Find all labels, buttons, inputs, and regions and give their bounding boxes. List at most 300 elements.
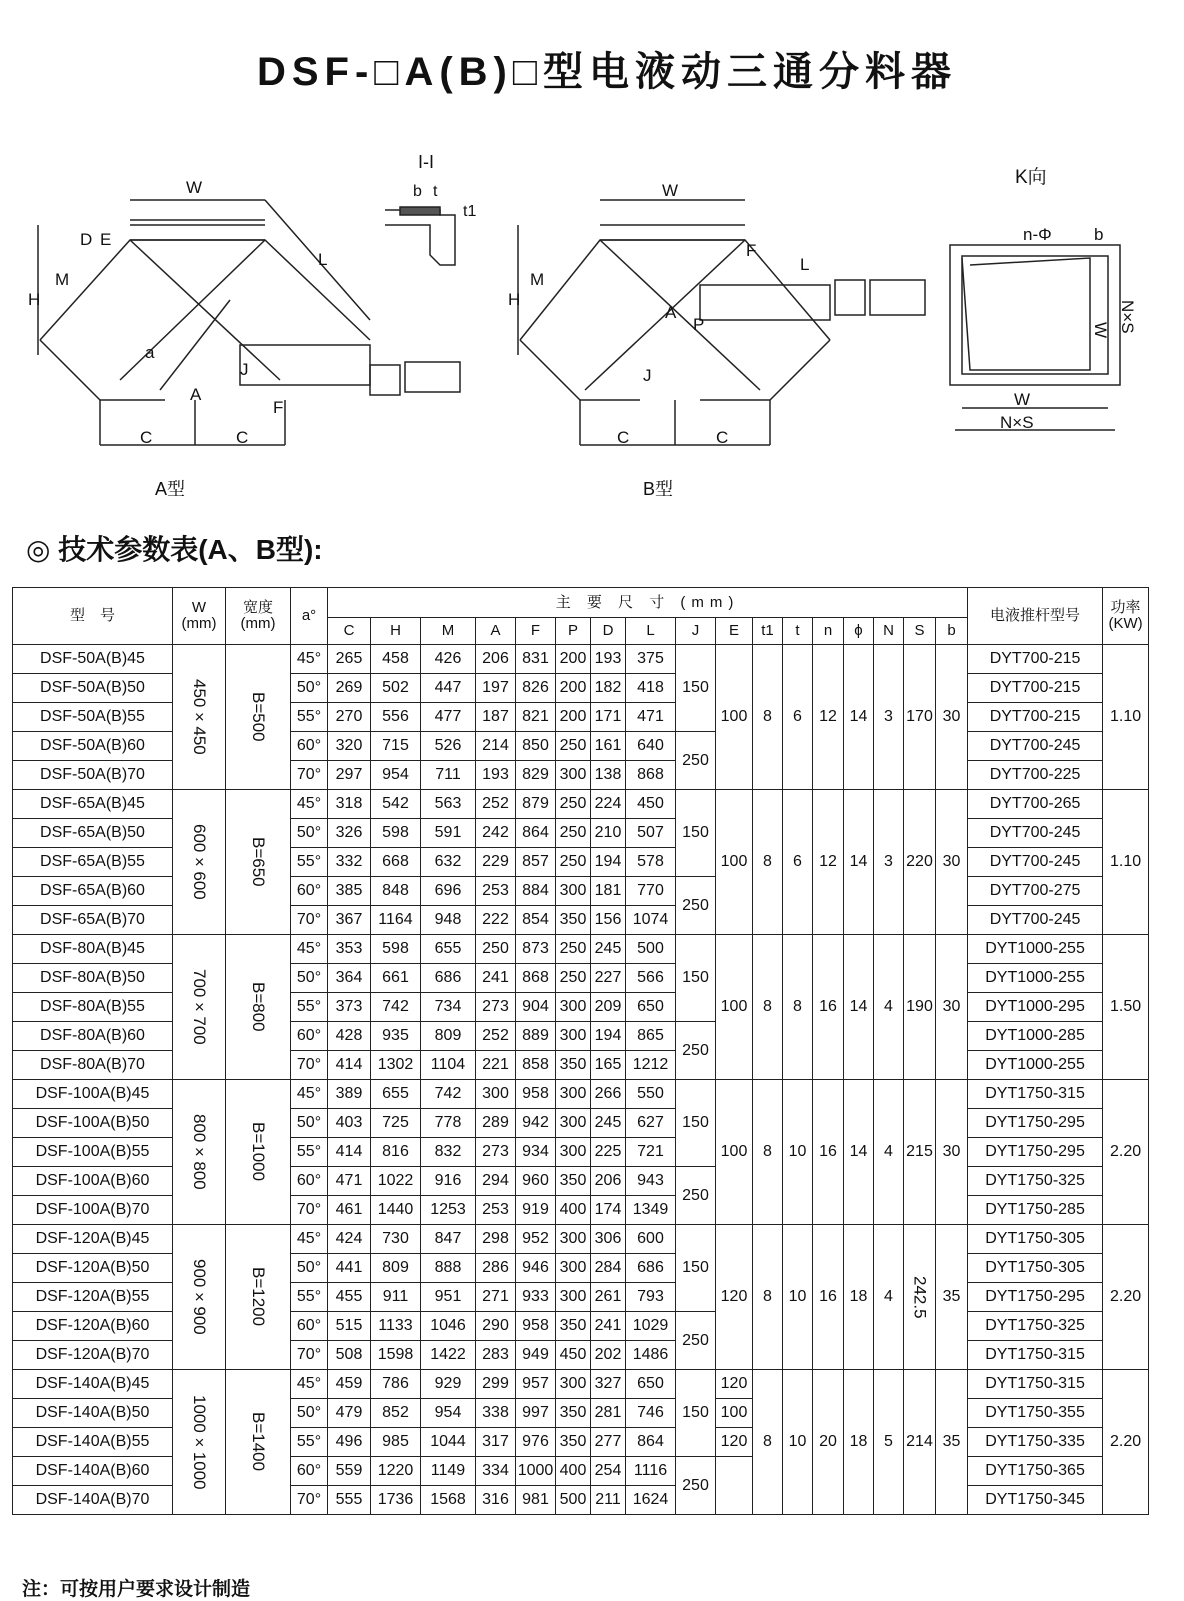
dim-f-cell: 1000	[516, 1457, 556, 1486]
dim-d-cell: 245	[591, 1109, 626, 1138]
dim-l-cell: 770	[626, 877, 676, 906]
dim-a-cell: 187	[476, 703, 516, 732]
dim-d-cell: 194	[591, 848, 626, 877]
t1-cell: 8	[753, 790, 783, 935]
dim-label-w-k-vert: W	[1091, 322, 1110, 339]
header-pusher: 电液推杆型号	[968, 588, 1103, 645]
angle-cell: 55°	[291, 1428, 328, 1457]
type-b-drawing	[518, 200, 925, 445]
t1-cell: 8	[753, 1225, 783, 1370]
dim-label-w-k: W	[1014, 390, 1031, 409]
width-cell: B=650	[226, 790, 291, 935]
width-cell: B=1400	[226, 1370, 291, 1515]
model-cell: DSF-65A(B)50	[13, 819, 173, 848]
dim-m-cell: 563	[421, 790, 476, 819]
angle-cell: 70°	[291, 906, 328, 935]
model-cell: DSF-140A(B)70	[13, 1486, 173, 1515]
model-cell: DSF-120A(B)50	[13, 1254, 173, 1283]
dim-label-c2: C	[236, 428, 249, 447]
dim-l-cell: 600	[626, 1225, 676, 1254]
pusher-cell: DYT700-245	[968, 906, 1103, 935]
pusher-cell: DYT1000-285	[968, 1022, 1103, 1051]
model-cell: DSF-50A(B)45	[13, 645, 173, 674]
dim-p-cell: 250	[556, 964, 591, 993]
dim-p-cell: 200	[556, 645, 591, 674]
dim-d-cell: 254	[591, 1457, 626, 1486]
dim-m-cell: 1044	[421, 1428, 476, 1457]
dim-h-cell: 1022	[371, 1167, 421, 1196]
header-main-dims: 主 要 尺 寸 (mm)	[328, 588, 968, 618]
pusher-cell: DYT1750-325	[968, 1167, 1103, 1196]
N-cell: 3	[874, 790, 904, 935]
dim-c-cell: 353	[328, 935, 371, 964]
model-cell: DSF-140A(B)45	[13, 1370, 173, 1399]
dim-a-cell: 290	[476, 1312, 516, 1341]
dim-d-cell: 193	[591, 645, 626, 674]
pusher-cell: DYT700-215	[968, 645, 1103, 674]
dim-l-cell: 418	[626, 674, 676, 703]
pusher-cell: DYT1750-305	[968, 1254, 1103, 1283]
dim-label-c2-b: C	[716, 428, 729, 447]
dim-h-cell: 816	[371, 1138, 421, 1167]
dim-label-c-b: C	[617, 428, 630, 447]
dim-a-cell: 286	[476, 1254, 516, 1283]
e-cell: 100	[716, 790, 753, 935]
dim-c-cell: 496	[328, 1428, 371, 1457]
table-row	[13, 1225, 1149, 1254]
dim-p-cell: 200	[556, 674, 591, 703]
N-cell: 5	[874, 1370, 904, 1515]
dim-h-cell: 935	[371, 1022, 421, 1051]
header-power: 功率 (KW)	[1103, 588, 1149, 645]
dim-a-cell: 229	[476, 848, 516, 877]
model-cell: DSF-140A(B)55	[13, 1428, 173, 1457]
dim-l-cell: 868	[626, 761, 676, 790]
t1-cell: 8	[753, 1080, 783, 1225]
dim-c-cell: 373	[328, 993, 371, 1022]
dim-label-t1: t1	[463, 203, 477, 220]
dim-m-cell: 526	[421, 732, 476, 761]
dim-m-cell: 778	[421, 1109, 476, 1138]
model-cell: DSF-140A(B)50	[13, 1399, 173, 1428]
dim-c-cell: 508	[328, 1341, 371, 1370]
angle-cell: 70°	[291, 1341, 328, 1370]
dim-f-cell: 946	[516, 1254, 556, 1283]
dim-c-cell: 265	[328, 645, 371, 674]
dim-f-cell: 858	[516, 1051, 556, 1080]
n-cell: 16	[813, 1080, 844, 1225]
model-cell: DSF-100A(B)45	[13, 1080, 173, 1109]
dim-label-m: M	[55, 270, 70, 289]
dim-h-cell: 661	[371, 964, 421, 993]
dim-h-cell: 1164	[371, 906, 421, 935]
pusher-cell: DYT700-215	[968, 703, 1103, 732]
dim-f-cell: 904	[516, 993, 556, 1022]
dim-l-cell: 865	[626, 1022, 676, 1051]
dim-h-cell: 458	[371, 645, 421, 674]
dim-l-cell: 471	[626, 703, 676, 732]
model-cell: DSF-100A(B)70	[13, 1196, 173, 1225]
dim-label-nxs: N×S	[1000, 413, 1034, 432]
t-cell: 6	[783, 790, 813, 935]
power-cell: 1.10	[1103, 790, 1149, 935]
header-w: W (mm)	[173, 588, 226, 645]
e-cell	[716, 1457, 753, 1515]
dim-c-cell: 320	[328, 732, 371, 761]
angle-cell: 60°	[291, 877, 328, 906]
angle-cell: 45°	[291, 1370, 328, 1399]
table-row	[13, 645, 1149, 674]
s-cell: 190	[904, 935, 936, 1080]
j-cell: 150	[676, 1225, 716, 1312]
j-cell: 250	[676, 877, 716, 935]
e-cell: 100	[716, 645, 753, 790]
dim-p-cell: 300	[556, 1254, 591, 1283]
model-cell: DSF-80A(B)60	[13, 1022, 173, 1051]
dim-h-cell: 742	[371, 993, 421, 1022]
w-cell: 700×700	[173, 935, 226, 1080]
N-cell: 4	[874, 935, 904, 1080]
b-cell: 30	[936, 645, 968, 790]
technical-drawings	[0, 140, 1184, 510]
dim-m-cell: 1104	[421, 1051, 476, 1080]
header-col-C: C	[328, 618, 371, 645]
header-col-t: t	[783, 618, 813, 645]
angle-cell: 60°	[291, 1312, 328, 1341]
angle-cell: 50°	[291, 964, 328, 993]
dim-c-cell: 559	[328, 1457, 371, 1486]
dim-f-cell: 854	[516, 906, 556, 935]
power-cell: 2.20	[1103, 1225, 1149, 1370]
j-cell: 250	[676, 1167, 716, 1225]
section-label: I-I	[418, 152, 434, 172]
dim-m-cell: 1046	[421, 1312, 476, 1341]
type-a-caption: A型	[155, 479, 186, 499]
dim-a-cell: 338	[476, 1399, 516, 1428]
pusher-cell: DYT1750-305	[968, 1225, 1103, 1254]
dim-p-cell: 500	[556, 1486, 591, 1515]
dim-label-b: b	[413, 183, 422, 200]
dim-label-j-b: J	[643, 366, 652, 385]
angle-cell: 55°	[291, 993, 328, 1022]
s-cell: 242.5	[904, 1225, 936, 1370]
type-b-caption: B型	[643, 479, 674, 499]
section-i-i-drawing	[385, 207, 455, 265]
s-cell: 214	[904, 1370, 936, 1515]
angle-cell: 50°	[291, 674, 328, 703]
header-col-b: b	[936, 618, 968, 645]
dim-label-m-b: M	[530, 270, 545, 289]
dim-d-cell: 266	[591, 1080, 626, 1109]
pusher-cell: DYT1000-255	[968, 964, 1103, 993]
dim-h-cell: 809	[371, 1254, 421, 1283]
dim-c-cell: 414	[328, 1051, 371, 1080]
b-cell: 30	[936, 790, 968, 935]
dim-d-cell: 138	[591, 761, 626, 790]
n-cell: 20	[813, 1370, 844, 1515]
dim-l-cell: 1349	[626, 1196, 676, 1225]
dim-c-cell: 389	[328, 1080, 371, 1109]
angle-cell: 70°	[291, 761, 328, 790]
angle-cell: 60°	[291, 1022, 328, 1051]
model-cell: DSF-120A(B)45	[13, 1225, 173, 1254]
header-col-M: M	[421, 618, 476, 645]
dim-f-cell: 831	[516, 645, 556, 674]
dim-l-cell: 1624	[626, 1486, 676, 1515]
angle-cell: 50°	[291, 819, 328, 848]
dim-l-cell: 793	[626, 1283, 676, 1312]
dim-label-a-angle: a	[145, 343, 155, 362]
dim-d-cell: 156	[591, 906, 626, 935]
dim-a-cell: 273	[476, 1138, 516, 1167]
dim-h-cell: 542	[371, 790, 421, 819]
dim-a-cell: 193	[476, 761, 516, 790]
dim-m-cell: 929	[421, 1370, 476, 1399]
header-col-P: P	[556, 618, 591, 645]
header-width: 宽度 (mm)	[226, 588, 291, 645]
pusher-cell: DYT1750-315	[968, 1370, 1103, 1399]
dim-m-cell: 696	[421, 877, 476, 906]
j-cell: 150	[676, 645, 716, 732]
angle-cell: 70°	[291, 1196, 328, 1225]
model-cell: DSF-120A(B)60	[13, 1312, 173, 1341]
phi-cell: 14	[844, 935, 874, 1080]
dim-h-cell: 1220	[371, 1457, 421, 1486]
dim-c-cell: 424	[328, 1225, 371, 1254]
t-cell: 10	[783, 1370, 813, 1515]
dim-f-cell: 952	[516, 1225, 556, 1254]
phi-cell: 14	[844, 1080, 874, 1225]
dim-p-cell: 450	[556, 1341, 591, 1370]
j-cell: 250	[676, 732, 716, 790]
dim-m-cell: 1253	[421, 1196, 476, 1225]
dim-a-cell: 271	[476, 1283, 516, 1312]
dim-h-cell: 598	[371, 819, 421, 848]
dim-l-cell: 1029	[626, 1312, 676, 1341]
dim-f-cell: 868	[516, 964, 556, 993]
dim-h-cell: 911	[371, 1283, 421, 1312]
dim-m-cell: 734	[421, 993, 476, 1022]
dim-f-cell: 958	[516, 1312, 556, 1341]
dim-label-p-b: P	[693, 315, 705, 334]
j-cell: 150	[676, 935, 716, 1022]
dim-l-cell: 943	[626, 1167, 676, 1196]
dim-m-cell: 948	[421, 906, 476, 935]
model-cell: DSF-65A(B)45	[13, 790, 173, 819]
pusher-cell: DYT1750-295	[968, 1283, 1103, 1312]
pusher-cell: DYT1750-315	[968, 1341, 1103, 1370]
dim-p-cell: 300	[556, 1283, 591, 1312]
model-cell: DSF-120A(B)55	[13, 1283, 173, 1312]
j-cell: 150	[676, 1080, 716, 1167]
dim-label-l: L	[318, 250, 328, 269]
dim-p-cell: 300	[556, 1225, 591, 1254]
t-cell: 6	[783, 645, 813, 790]
dim-f-cell: 934	[516, 1138, 556, 1167]
model-cell: DSF-65A(B)60	[13, 877, 173, 906]
dim-l-cell: 1486	[626, 1341, 676, 1370]
width-cell: B=1200	[226, 1225, 291, 1370]
dim-p-cell: 350	[556, 1312, 591, 1341]
dim-c-cell: 441	[328, 1254, 371, 1283]
dim-a-cell: 299	[476, 1370, 516, 1399]
dim-d-cell: 327	[591, 1370, 626, 1399]
dim-m-cell: 832	[421, 1138, 476, 1167]
dim-f-cell: 958	[516, 1080, 556, 1109]
dim-d-cell: 181	[591, 877, 626, 906]
dim-c-cell: 269	[328, 674, 371, 703]
dim-a-cell: 294	[476, 1167, 516, 1196]
model-cell: DSF-65A(B)55	[13, 848, 173, 877]
t1-cell: 8	[753, 1370, 783, 1515]
j-cell: 150	[676, 790, 716, 877]
dim-f-cell: 942	[516, 1109, 556, 1138]
w-cell: 900×900	[173, 1225, 226, 1370]
dim-f-cell: 997	[516, 1399, 556, 1428]
dim-d-cell: 202	[591, 1341, 626, 1370]
n-cell: 16	[813, 1225, 844, 1370]
dim-d-cell: 261	[591, 1283, 626, 1312]
angle-cell: 60°	[291, 1457, 328, 1486]
dim-c-cell: 414	[328, 1138, 371, 1167]
dim-h-cell: 1133	[371, 1312, 421, 1341]
dim-l-cell: 864	[626, 1428, 676, 1457]
N-cell: 4	[874, 1080, 904, 1225]
dim-h-cell: 725	[371, 1109, 421, 1138]
dim-p-cell: 300	[556, 761, 591, 790]
dim-l-cell: 686	[626, 1254, 676, 1283]
pusher-cell: DYT1750-345	[968, 1486, 1103, 1515]
phi-cell: 18	[844, 1370, 874, 1515]
dim-d-cell: 161	[591, 732, 626, 761]
s-cell: 215	[904, 1080, 936, 1225]
pusher-cell: DYT1000-255	[968, 1051, 1103, 1080]
angle-cell: 55°	[291, 1138, 328, 1167]
dim-label-f-b: F	[746, 241, 757, 260]
t-cell: 10	[783, 1225, 813, 1370]
dim-h-cell: 852	[371, 1399, 421, 1428]
model-cell: DSF-80A(B)55	[13, 993, 173, 1022]
dim-f-cell: 829	[516, 761, 556, 790]
dim-f-cell: 821	[516, 703, 556, 732]
pusher-cell: DYT700-245	[968, 819, 1103, 848]
dim-p-cell: 350	[556, 1428, 591, 1457]
dim-c-cell: 479	[328, 1399, 371, 1428]
dim-m-cell: 632	[421, 848, 476, 877]
dim-d-cell: 245	[591, 935, 626, 964]
dim-d-cell: 194	[591, 1022, 626, 1051]
pusher-cell: DYT700-245	[968, 732, 1103, 761]
dim-l-cell: 1116	[626, 1457, 676, 1486]
e-cell: 100	[716, 935, 753, 1080]
dim-f-cell: 933	[516, 1283, 556, 1312]
dim-f-cell: 850	[516, 732, 556, 761]
dim-c-cell: 455	[328, 1283, 371, 1312]
dim-a-cell: 221	[476, 1051, 516, 1080]
dim-a-cell: 242	[476, 819, 516, 848]
dim-f-cell: 960	[516, 1167, 556, 1196]
dim-p-cell: 350	[556, 906, 591, 935]
angle-cell: 70°	[291, 1486, 328, 1515]
dim-m-cell: 447	[421, 674, 476, 703]
dim-a-cell: 289	[476, 1109, 516, 1138]
dim-d-cell: 277	[591, 1428, 626, 1457]
dim-m-cell: 686	[421, 964, 476, 993]
angle-cell: 50°	[291, 1399, 328, 1428]
dim-l-cell: 721	[626, 1138, 676, 1167]
dim-label-n-phi: n-Φ	[1023, 225, 1052, 244]
table-row	[13, 935, 1149, 964]
pusher-cell: DYT700-265	[968, 790, 1103, 819]
dim-h-cell: 655	[371, 1080, 421, 1109]
dim-m-cell: 916	[421, 1167, 476, 1196]
dim-label-c: C	[140, 428, 153, 447]
s-cell: 220	[904, 790, 936, 935]
dim-m-cell: 809	[421, 1022, 476, 1051]
b-cell: 35	[936, 1370, 968, 1515]
dim-a-cell: 222	[476, 906, 516, 935]
dim-m-cell: 1422	[421, 1341, 476, 1370]
phi-cell: 14	[844, 790, 874, 935]
dim-c-cell: 459	[328, 1370, 371, 1399]
dim-d-cell: 206	[591, 1167, 626, 1196]
dim-f-cell: 981	[516, 1486, 556, 1515]
dim-p-cell: 250	[556, 732, 591, 761]
pusher-cell: DYT1750-315	[968, 1080, 1103, 1109]
dim-f-cell: 879	[516, 790, 556, 819]
dim-m-cell: 655	[421, 935, 476, 964]
e-cell: 120	[716, 1428, 753, 1457]
dim-c-cell: 364	[328, 964, 371, 993]
width-cell: B=500	[226, 645, 291, 790]
table-row	[13, 1080, 1149, 1109]
t1-cell: 8	[753, 935, 783, 1080]
b-cell: 30	[936, 935, 968, 1080]
dim-h-cell: 1302	[371, 1051, 421, 1080]
dim-p-cell: 250	[556, 935, 591, 964]
header-angle: a°	[291, 588, 328, 645]
w-cell: 800×800	[173, 1080, 226, 1225]
dim-m-cell: 742	[421, 1080, 476, 1109]
pusher-cell: DYT700-275	[968, 877, 1103, 906]
header-col-A: A	[476, 618, 516, 645]
dim-p-cell: 300	[556, 1138, 591, 1167]
dim-p-cell: 250	[556, 819, 591, 848]
dim-d-cell: 306	[591, 1225, 626, 1254]
model-cell: DSF-80A(B)70	[13, 1051, 173, 1080]
dim-f-cell: 957	[516, 1370, 556, 1399]
dim-label-nxs-vert: N×S	[1118, 300, 1137, 334]
dim-d-cell: 227	[591, 964, 626, 993]
dim-c-cell: 385	[328, 877, 371, 906]
dim-p-cell: 300	[556, 993, 591, 1022]
dim-p-cell: 300	[556, 1022, 591, 1051]
t1-cell: 8	[753, 645, 783, 790]
width-cell: B=1000	[226, 1080, 291, 1225]
angle-cell: 45°	[291, 935, 328, 964]
dim-label-a: A	[190, 385, 202, 404]
dim-label-h: H	[28, 290, 41, 309]
dim-a-cell: 273	[476, 993, 516, 1022]
dim-m-cell: 426	[421, 645, 476, 674]
dim-f-cell: 976	[516, 1428, 556, 1457]
pusher-cell: DYT1750-325	[968, 1312, 1103, 1341]
dim-m-cell: 888	[421, 1254, 476, 1283]
pusher-cell: DYT1750-295	[968, 1109, 1103, 1138]
w-cell: 1000×1000	[173, 1370, 226, 1515]
dim-h-cell: 598	[371, 935, 421, 964]
dim-c-cell: 270	[328, 703, 371, 732]
